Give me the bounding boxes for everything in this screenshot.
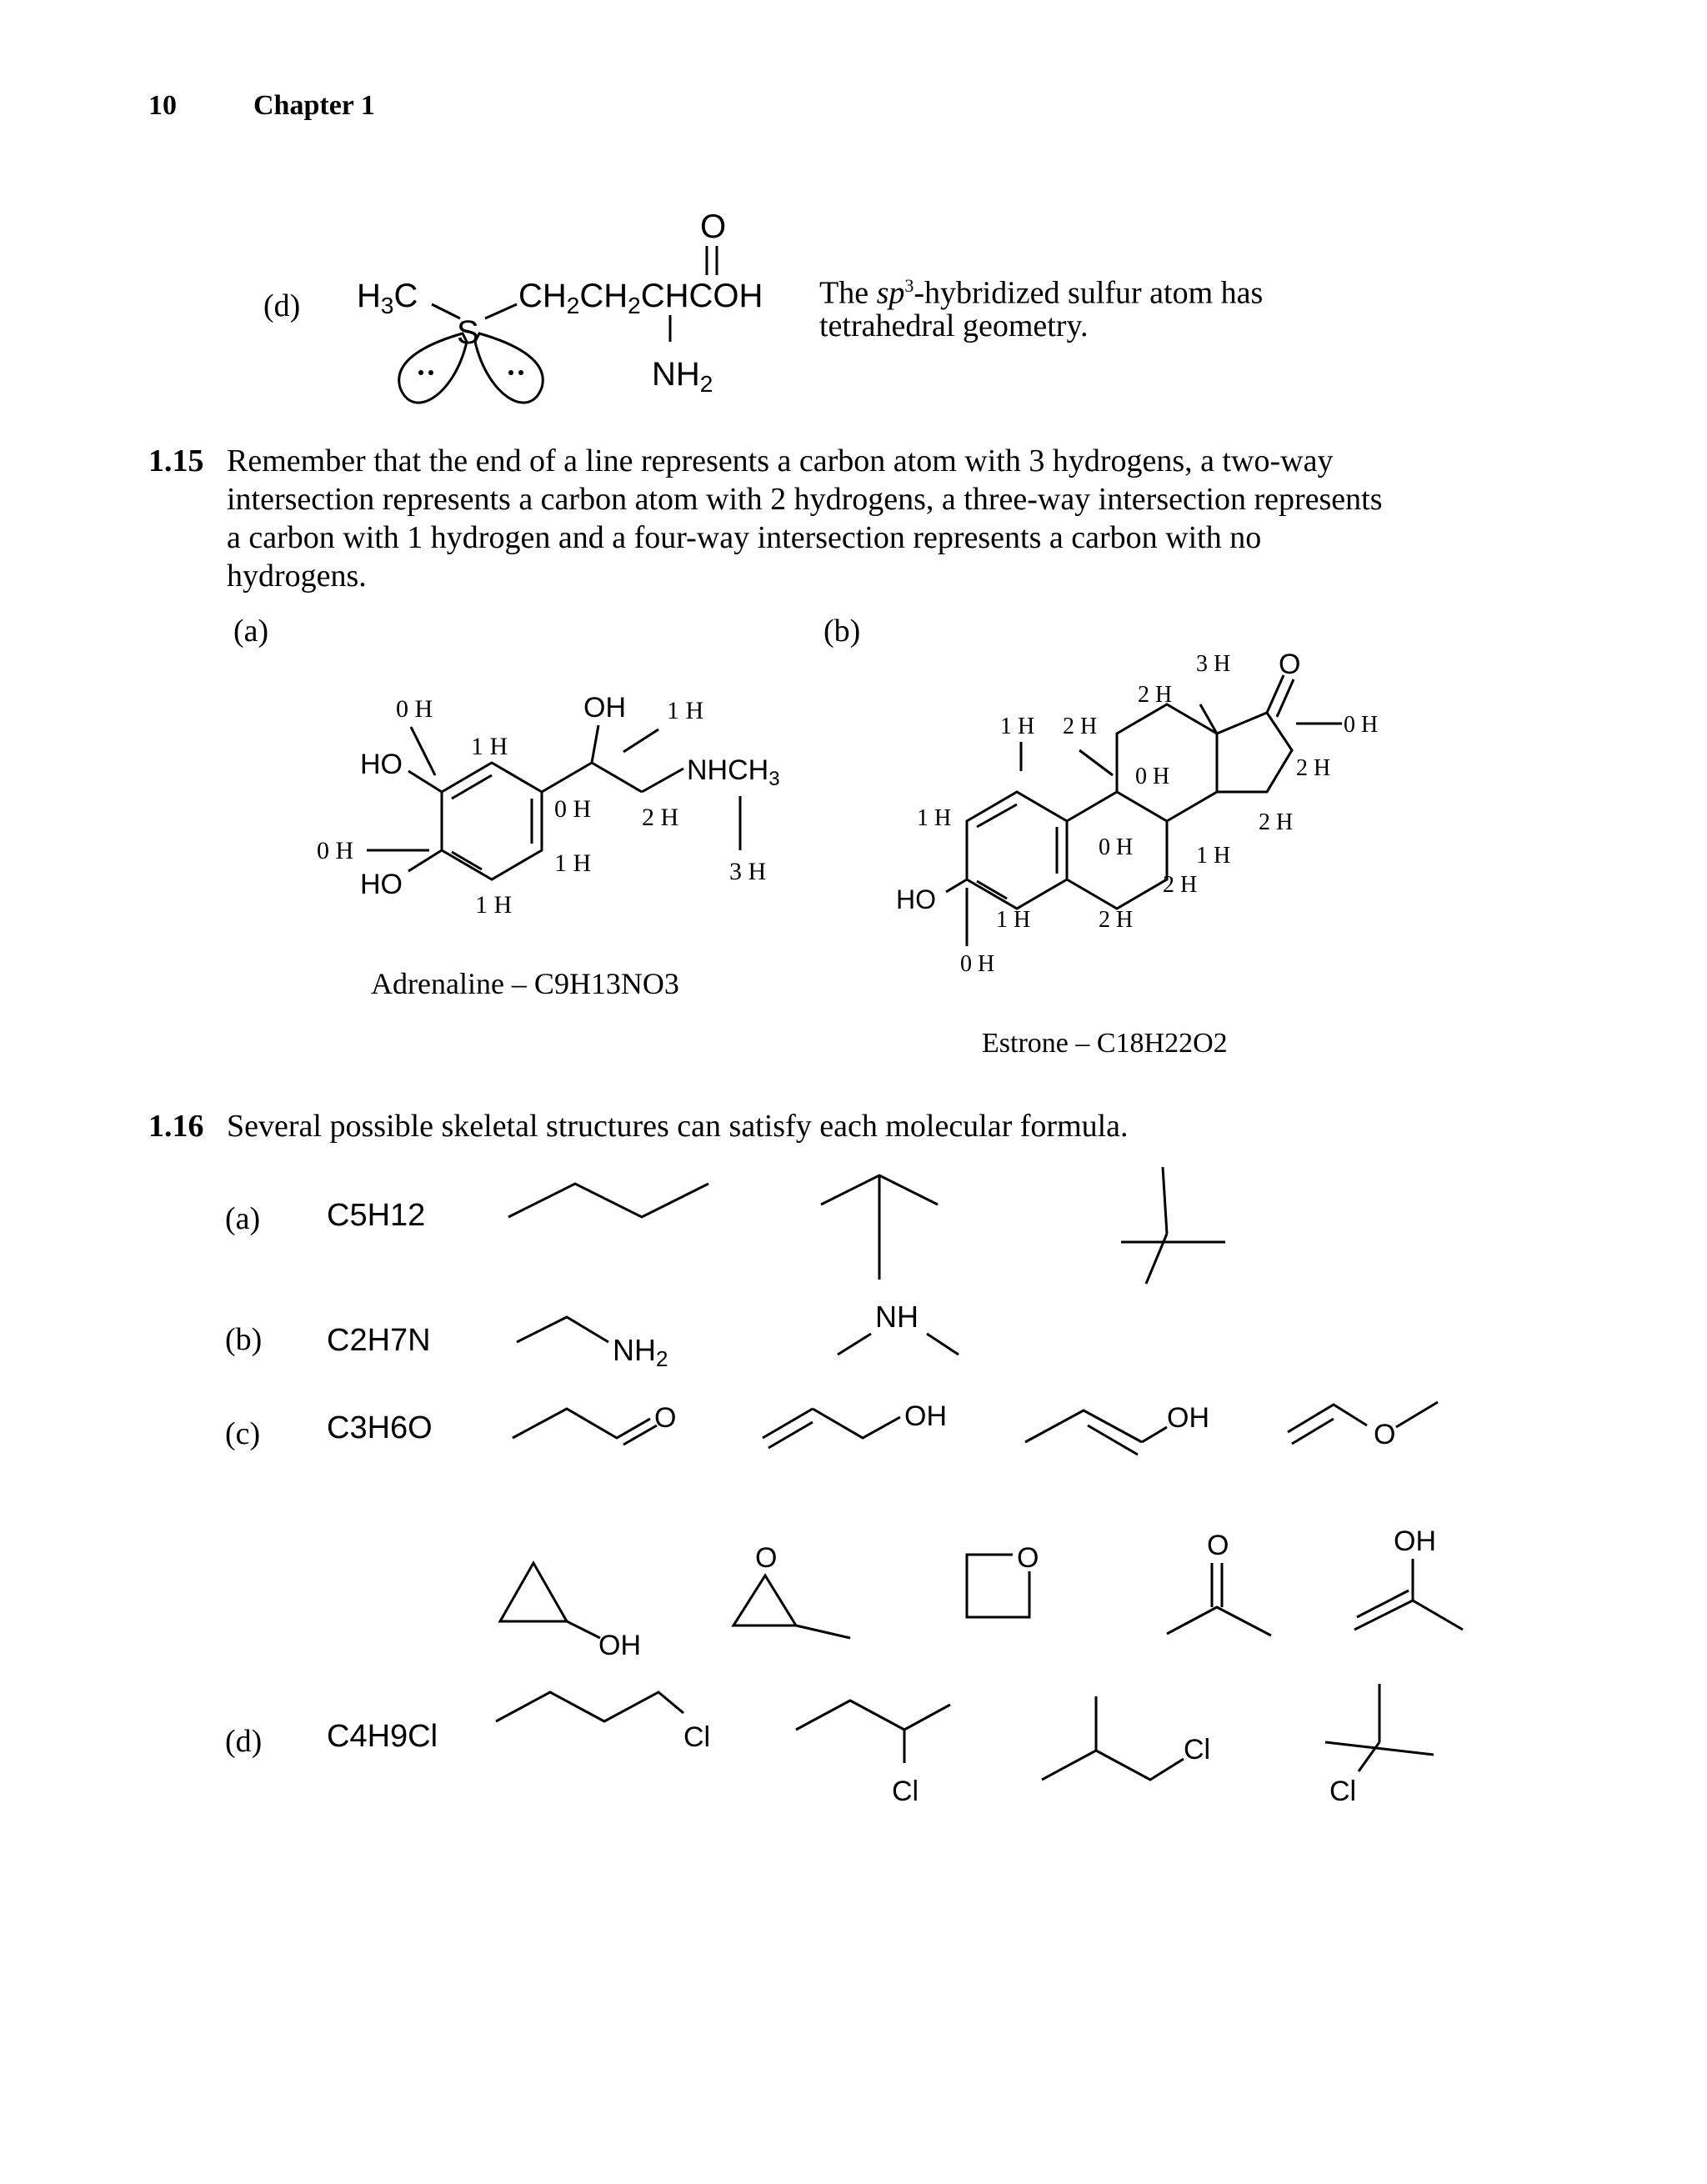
h-annotation: 1 H (667, 697, 704, 724)
electron-dot (508, 370, 513, 375)
bond (408, 850, 442, 871)
bond (592, 725, 598, 763)
lone-pair-lobe (475, 333, 543, 403)
adrenaline-structure (317, 692, 780, 1000)
electron-dot (428, 370, 433, 375)
ho-label: HO (360, 869, 403, 900)
h-annotation: 0 H (1135, 764, 1170, 789)
double-bond (1088, 1425, 1138, 1455)
page-number: 10 (148, 90, 177, 121)
benzene-ring (442, 763, 542, 879)
h-annotation: 0 H (554, 795, 592, 823)
formula-c5h12: C5H12 (327, 1198, 426, 1233)
part-d-label: (d) (263, 288, 301, 323)
o-label: O (1374, 1419, 1396, 1450)
carbonyl-o-label: O (700, 208, 727, 245)
double-bond (1292, 1419, 1334, 1444)
h-annotation: 3 H (729, 858, 767, 885)
problem-1-15-b-label: (b) (823, 614, 861, 649)
h-annotation: 0 H (396, 695, 433, 723)
bond (485, 304, 517, 318)
bond (796, 1625, 850, 1638)
formula-c4h9cl: C4H9Cl (327, 1719, 438, 1754)
cl-label: Cl (892, 1776, 919, 1807)
problem-1-16-text: Several possible skeletal structures can satisfy each molecular formula. (227, 1109, 1129, 1144)
propenol-skeleton (1025, 1410, 1142, 1442)
oh-label: OH (583, 692, 626, 724)
note-prefix: The (819, 275, 877, 311)
electron-dot (418, 370, 423, 375)
row-b-label: (b) (225, 1322, 263, 1357)
isobutyl-skeleton (1042, 1751, 1184, 1780)
nh2-label: $NH_2$ (652, 356, 713, 397)
double-bond (623, 1425, 657, 1445)
row-a-label: (a) (225, 1201, 261, 1236)
h-annotation: 1 H (471, 733, 508, 760)
aromatic-bond (452, 852, 482, 869)
h-annotation: 0 H (317, 837, 354, 864)
chlorobutane-skeleton (496, 1692, 683, 1721)
bond (542, 763, 592, 792)
aromatic-bond (977, 881, 1007, 899)
formula-c2h7n: C2H7N (327, 1323, 431, 1358)
row-d-label: (d) (225, 1724, 263, 1759)
h-annotation: 3 H (1196, 651, 1231, 677)
h-annotation: 1 H (996, 907, 1031, 933)
o-label: O (1207, 1530, 1229, 1561)
chapter-title: Chapter 1 (253, 90, 375, 121)
h-annotation: 1 H (554, 849, 592, 877)
bond (838, 1334, 871, 1355)
row-c-label: (c) (225, 1416, 261, 1451)
h-annotation: 1 H (917, 805, 952, 831)
bond (1396, 1402, 1438, 1427)
chain-label: $CH_2CH_2CHCOH$ (518, 278, 763, 318)
h-annotation: 0 H (1099, 834, 1134, 860)
h-annotation: 2 H (1259, 809, 1294, 835)
cl-label: Cl (683, 1721, 711, 1753)
acetone-skeleton (1167, 1607, 1271, 1635)
allyl-alcohol-skeleton (813, 1409, 900, 1438)
formula-c3h6o: C3H6O (327, 1410, 433, 1445)
propanal-skeleton (513, 1409, 650, 1438)
problem-1-15-a-label: (a) (233, 614, 269, 649)
h-annotation: 0 H (960, 951, 995, 977)
ring-d (1217, 713, 1292, 792)
bond (408, 771, 442, 792)
bond (763, 1409, 813, 1438)
vinyl-ether-skeleton (1288, 1405, 1367, 1432)
bond (1142, 1427, 1167, 1442)
estrone-caption: Estrone – C18H22O2 (982, 1028, 1228, 1059)
nh2-label: NH2 (613, 1333, 668, 1371)
h-annotation: 2 H (1296, 755, 1331, 781)
bond (946, 879, 967, 892)
nhch3-label: $NHCH_3$ (687, 754, 780, 790)
bond (642, 769, 683, 792)
neopentane-bond (1163, 1167, 1167, 1234)
electron-dot (518, 370, 523, 375)
h3c-label: $H_3C$ (357, 278, 418, 318)
problem-1-16-number: 1.16 (148, 1109, 204, 1144)
note-sup: 3 (904, 275, 914, 296)
h-annotation: 2 H (1099, 907, 1134, 933)
ring-c (1117, 704, 1217, 821)
aromatic-bond (977, 804, 1017, 827)
problem-1-15-line1: Remember that the end of a line represents a carbon atom with 3 hydrogens, a two-way (227, 443, 1334, 478)
methionine-structure (357, 208, 763, 403)
problem-1-15-line2: intersection represents a carbon atom with 2 hydrogens, a three-way intersection represents (227, 482, 1383, 517)
sulfur-label: S (457, 314, 479, 351)
problem-1-15-number: 1.15 (148, 443, 204, 478)
arrow (1079, 750, 1113, 775)
ho-label: HO (360, 749, 403, 780)
ketone-o-label: O (1279, 649, 1301, 680)
arrow (411, 727, 435, 775)
ethylamine-skeleton (517, 1317, 608, 1342)
pentane-skeleton (508, 1184, 708, 1217)
note-sp: sp (876, 275, 905, 311)
o-label: O (1017, 1542, 1039, 1574)
enol-skeleton (1354, 1600, 1463, 1630)
h-annotation: 2 H (642, 804, 679, 831)
double-bond (1357, 1590, 1409, 1617)
bond (567, 1621, 600, 1638)
bond (592, 763, 642, 792)
arrow (623, 729, 658, 752)
sec-butyl-skeleton (796, 1701, 950, 1730)
note-rest: -hybridized sulfur atom has (914, 275, 1264, 311)
sulfur-note-line2: tetrahedral geometry. (819, 308, 1089, 343)
ho-label: HO (896, 884, 936, 914)
ring-a (967, 792, 1067, 909)
o-label: O (654, 1402, 677, 1434)
oh-label: OH (904, 1400, 947, 1432)
h-annotation: 2 H (1163, 872, 1198, 898)
nh-label: NH (875, 1300, 919, 1334)
problem-1-15-line4: hydrogens. (227, 559, 367, 594)
h-annotation: 2 H (1138, 682, 1173, 708)
h-annotation: 1 H (475, 891, 513, 919)
h-annotation: 2 H (1063, 714, 1098, 739)
o-label: O (755, 1542, 778, 1574)
oh-label: OH (1167, 1402, 1209, 1434)
adrenaline-caption: Adrenaline – C9H13NO3 (371, 967, 679, 1000)
h-annotation: 1 H (1000, 714, 1035, 739)
oh-label: OH (1394, 1525, 1436, 1557)
cl-label: Cl (1329, 1776, 1357, 1807)
double-bond (768, 1422, 813, 1448)
bond (432, 304, 460, 318)
h-annotation: 0 H (1344, 712, 1379, 738)
aromatic-bond (452, 775, 492, 799)
epoxide-ring (733, 1575, 796, 1625)
h-annotation: 1 H (1196, 843, 1231, 869)
oh-label: OH (598, 1630, 641, 1661)
estrone-structure (896, 649, 1378, 1059)
problem-1-15-line3: a carbon with 1 hydrogen and a four-way intersection represents a carbon with no (227, 520, 1262, 555)
cl-label: Cl (1184, 1734, 1211, 1766)
bond (927, 1334, 959, 1355)
cyclopropane-ring (500, 1563, 567, 1621)
